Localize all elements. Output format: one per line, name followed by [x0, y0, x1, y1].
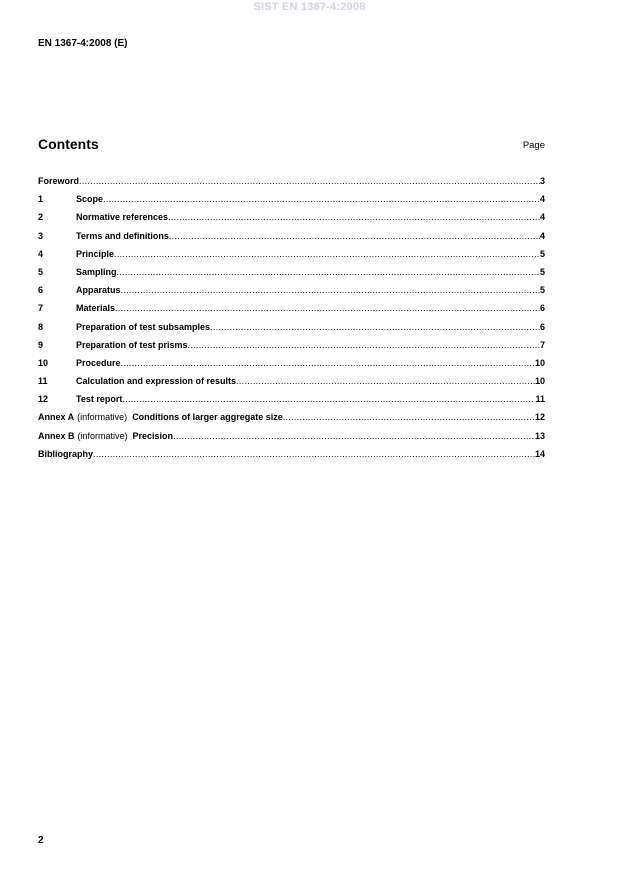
- toc-entry-page: 10: [534, 376, 545, 387]
- toc-entry-page: 14: [534, 448, 545, 459]
- toc-entry-title: Foreword: [38, 176, 80, 186]
- toc-entry-page: 3: [539, 176, 545, 186]
- dot-leader: [283, 412, 535, 422]
- dot-leader: [173, 431, 535, 441]
- toc-entry-title: Materials: [76, 303, 116, 314]
- toc-entry-page: 6: [539, 303, 545, 314]
- toc-entry-calculation-and-expression-of-results[interactable]: [38, 376, 545, 394]
- toc-entry-title: Apparatus: [76, 285, 121, 296]
- toc-entry-title: Preparation of test subsamples: [76, 321, 211, 332]
- toc-entry-page: 12: [534, 412, 545, 423]
- toc-entry-title: Sampling: [76, 266, 117, 277]
- toc-entry-page: 6: [539, 321, 545, 332]
- dot-leader: [115, 303, 540, 313]
- toc-entry-procedure[interactable]: [38, 358, 545, 376]
- toc-entry-page: 5: [539, 266, 545, 277]
- contents-header: [38, 136, 545, 156]
- toc-entry-number: 6: [38, 285, 44, 296]
- toc-entry-page: 4: [539, 212, 545, 223]
- toc-entry-page: 13: [534, 430, 545, 441]
- toc-entry-page: 5: [539, 285, 545, 296]
- toc-entry-sampling[interactable]: [38, 267, 545, 285]
- toc-entry-title: Normative references: [76, 212, 169, 223]
- toc-entry-preparation-of-test-subsamples[interactable]: [38, 322, 545, 340]
- document-identifier: EN 1367-4:2008 (E): [38, 38, 128, 49]
- toc-entry-normative-references[interactable]: [38, 212, 545, 230]
- page-number: 2: [38, 835, 44, 846]
- dot-leader: [103, 194, 540, 204]
- toc-entry-page: 4: [539, 230, 545, 241]
- toc-entry-title: Bibliography: [38, 448, 94, 459]
- toc-entry-bibliography[interactable]: [38, 449, 545, 467]
- annex-label: Annex B: [38, 430, 75, 441]
- toc-entry-page: 4: [539, 194, 545, 205]
- toc-entry-number: 5: [38, 266, 44, 277]
- toc-entry-number: 8: [38, 321, 44, 332]
- dot-leader: [121, 285, 540, 295]
- toc-entry-terms-and-definitions[interactable]: [38, 231, 545, 249]
- toc-entry-title: Terms and definitions: [76, 230, 169, 241]
- toc-entry-page: 5: [539, 248, 545, 259]
- dot-leader: [79, 176, 540, 186]
- toc-entry-title: Preparation of test prisms: [76, 339, 188, 350]
- dot-leader: [114, 249, 540, 259]
- table-of-contents: [38, 176, 545, 467]
- watermark: SIST EN 1367-4:2008: [253, 1, 366, 13]
- dot-leader: [236, 376, 535, 386]
- contents-title: Contents: [38, 136, 99, 152]
- toc-entry-principle[interactable]: [38, 249, 545, 267]
- toc-entry-annex-b[interactable]: [38, 431, 545, 449]
- dot-leader: [169, 231, 540, 241]
- annex-info: (informative): [77, 412, 128, 423]
- toc-entry-title: Calculation and expression of results: [76, 376, 237, 387]
- toc-entry-page: 7: [539, 339, 545, 350]
- toc-entry-number: 9: [38, 339, 44, 350]
- toc-entry-number: 12: [38, 394, 49, 405]
- toc-entry-materials[interactable]: [38, 303, 545, 321]
- annex-info: (informative): [77, 430, 128, 441]
- annex-label: Annex A: [38, 412, 75, 423]
- dot-leader: [188, 340, 540, 350]
- dot-leader: [93, 449, 535, 459]
- toc-entry-apparatus[interactable]: [38, 285, 545, 303]
- toc-entry-annex-a[interactable]: [38, 412, 545, 430]
- toc-entry-title: Principle: [76, 248, 115, 259]
- toc-entry-preparation-of-test-prisms[interactable]: [38, 340, 545, 358]
- toc-entry-foreword[interactable]: [38, 176, 545, 194]
- toc-entry-title: Test report: [76, 394, 123, 405]
- toc-entry-number: 7: [38, 303, 44, 314]
- dot-leader: [117, 267, 540, 277]
- toc-entry-title: Procedure: [76, 357, 121, 368]
- toc-entry-number: 11: [38, 376, 48, 387]
- toc-entry-number: 2: [38, 212, 44, 223]
- dot-leader: [122, 394, 535, 404]
- toc-entry-scope[interactable]: [38, 194, 545, 212]
- toc-entry-number: 1: [38, 194, 44, 205]
- page-column-label: Page: [522, 140, 545, 151]
- toc-entry-title: Precision: [132, 430, 174, 441]
- toc-entry-number: 4: [38, 248, 44, 259]
- dot-leader: [168, 212, 540, 222]
- toc-entry-number: 10: [38, 357, 49, 368]
- toc-entry-number: 3: [38, 230, 44, 241]
- toc-entry-title: Scope: [76, 194, 104, 205]
- toc-entry-title: Conditions of larger aggregate size: [132, 412, 283, 423]
- dot-leader: [121, 358, 535, 368]
- toc-entry-page: 10: [534, 357, 545, 368]
- dot-leader: [210, 322, 540, 332]
- toc-entry-page: 11: [535, 394, 545, 405]
- toc-entry-test-report[interactable]: [38, 394, 545, 412]
